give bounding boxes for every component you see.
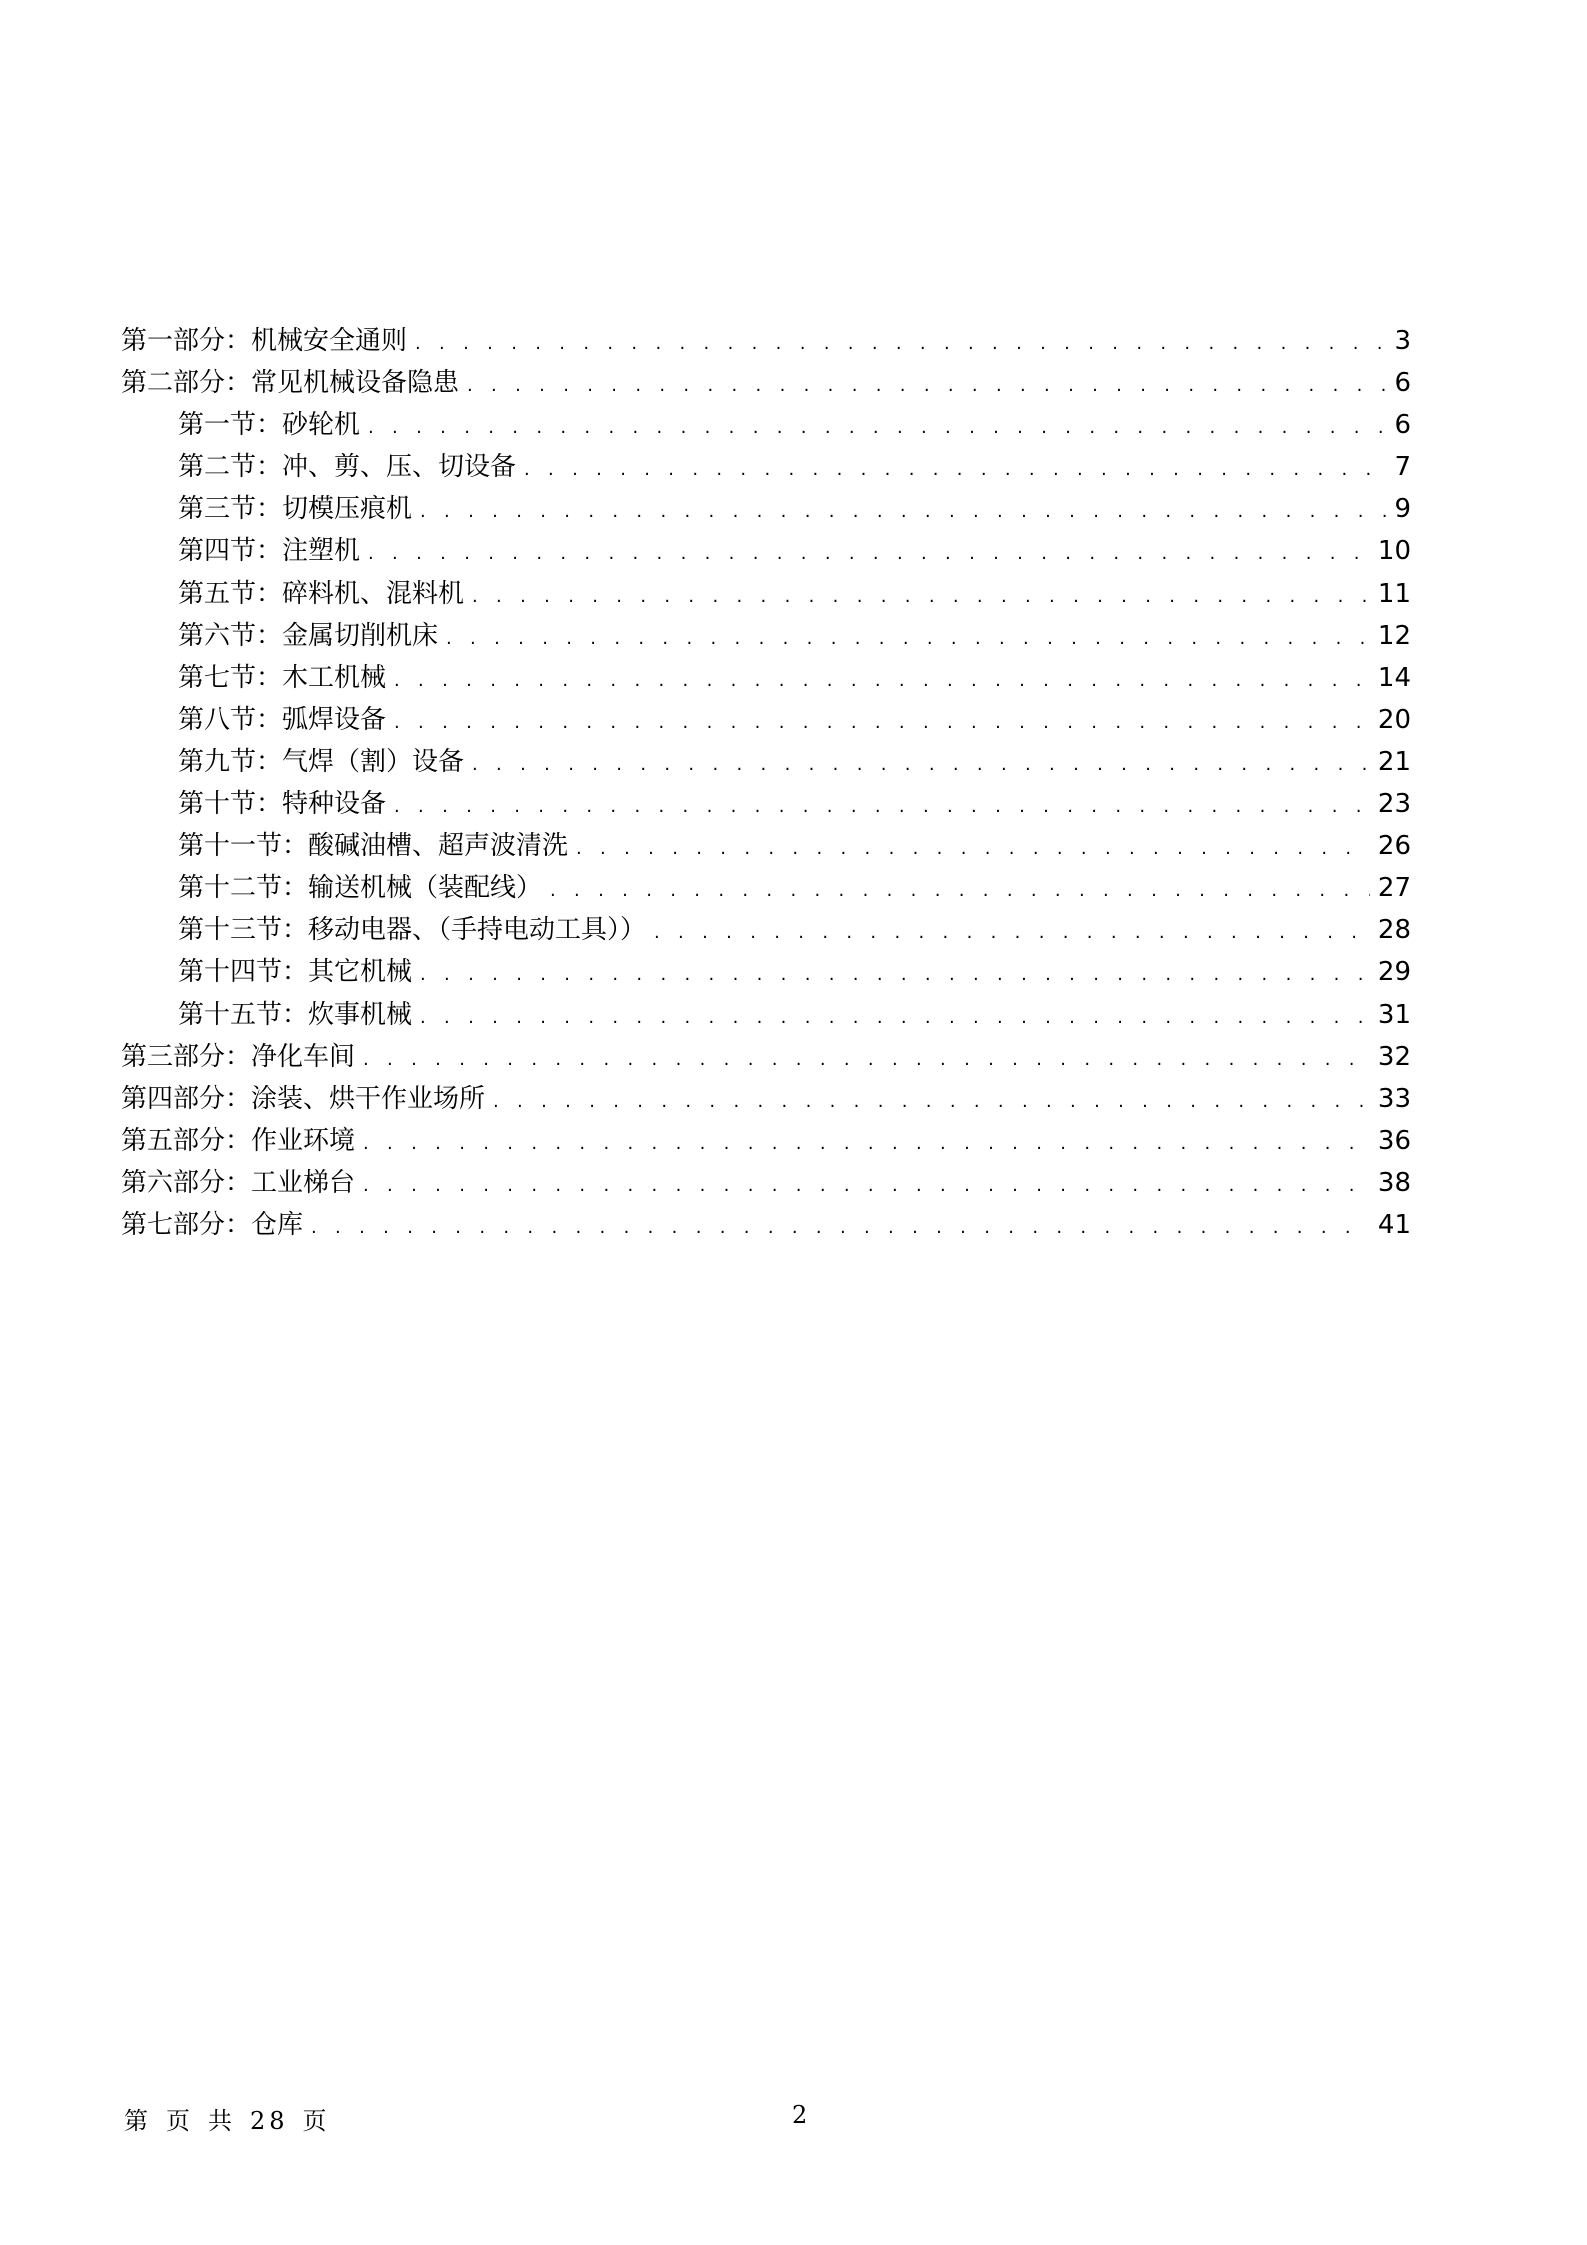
toc-entry[interactable] xyxy=(121,1204,1411,1246)
toc-entry[interactable] xyxy=(121,909,1411,951)
footer-text: 第 xyxy=(124,2107,152,2135)
toc-entry[interactable] xyxy=(121,867,1411,909)
toc-entry-title: 第十二节：输送机械（装配线） xyxy=(178,873,543,904)
toc-entry-page: 6 xyxy=(1394,410,1411,441)
toc-dot-leader xyxy=(493,1081,1370,1123)
toc-entry-title: 第十三节：移动电器、（手持电动工具）） xyxy=(178,915,647,946)
toc-dot-leader xyxy=(394,786,1370,828)
toc-entry-title: 第六节：金属切削机床 xyxy=(178,620,439,651)
toc-entry[interactable] xyxy=(121,657,1411,699)
toc-dot-leader xyxy=(394,702,1370,744)
toc-entry-page: 10 xyxy=(1377,536,1411,567)
toc-entry[interactable] xyxy=(121,488,1411,530)
toc-entry-page: 33 xyxy=(1377,1083,1411,1114)
toc-entry[interactable] xyxy=(121,951,1411,993)
toc-entry-title: 第十节：特种设备 xyxy=(178,789,387,820)
toc-entry-title: 第三部分：净化车间 xyxy=(121,1041,356,1072)
toc-entry[interactable] xyxy=(121,404,1411,446)
toc-entry[interactable] xyxy=(121,699,1411,741)
toc-entry[interactable] xyxy=(121,362,1411,404)
toc-entry[interactable] xyxy=(121,1078,1411,1120)
toc-entry[interactable] xyxy=(121,741,1411,783)
toc-entry-page: 9 xyxy=(1394,494,1411,525)
toc-dot-leader xyxy=(311,1207,1370,1249)
toc-entry[interactable] xyxy=(121,530,1411,572)
toc-entry-title: 第六部分：工业梯台 xyxy=(121,1167,356,1198)
footer-total-pages: 28 xyxy=(250,2107,289,2135)
toc-dot-leader xyxy=(363,1039,1370,1081)
toc-dot-leader xyxy=(415,323,1386,365)
toc-entry-page: 12 xyxy=(1377,620,1411,651)
toc-dot-leader xyxy=(654,912,1370,954)
toc-entry-title: 第一部分：机械安全通则 xyxy=(121,326,408,356)
toc-entry-page: 32 xyxy=(1377,1041,1411,1072)
toc-entry-title: 第十五节：炊事机械 xyxy=(178,999,413,1030)
toc-dot-leader xyxy=(368,407,1386,449)
toc-dot-leader xyxy=(420,997,1370,1039)
toc-entry-page: 36 xyxy=(1377,1125,1411,1156)
toc-entry-title: 第一节：砂轮机 xyxy=(178,410,361,441)
toc-entry[interactable] xyxy=(121,446,1411,488)
toc-dot-leader xyxy=(420,491,1386,533)
toc-dot-leader xyxy=(467,365,1386,407)
toc-entry-title: 第四节：注塑机 xyxy=(178,536,361,567)
toc-dot-leader xyxy=(550,870,1370,912)
toc-entry-page: 29 xyxy=(1377,957,1411,988)
toc-entry[interactable] xyxy=(121,1162,1411,1204)
toc-entry-page: 7 xyxy=(1394,452,1411,483)
toc-entry-title: 第十一节：酸碱油槽、超声波清洗 xyxy=(178,831,569,862)
toc-entry-page: 28 xyxy=(1377,915,1411,946)
toc-entry-title: 第四部分：涂装、烘干作业场所 xyxy=(121,1083,486,1114)
toc-dot-leader xyxy=(472,744,1370,786)
toc-entry-page: 20 xyxy=(1377,704,1411,735)
toc-entry[interactable] xyxy=(121,1120,1411,1162)
toc-entry[interactable] xyxy=(121,615,1411,657)
toc-entry-title: 第五部分：作业环境 xyxy=(121,1125,356,1156)
toc-entry-page: 3 xyxy=(1394,326,1411,356)
toc-dot-leader xyxy=(363,1165,1370,1207)
toc-entry-page: 27 xyxy=(1377,873,1411,904)
toc-entry[interactable] xyxy=(121,783,1411,825)
toc-entry-title: 第九节：气焊（割）设备 xyxy=(178,746,465,777)
toc-entry-page: 21 xyxy=(1377,746,1411,777)
toc-entry-title: 第七节：木工机械 xyxy=(178,662,387,693)
table-of-contents xyxy=(121,320,1411,1246)
toc-entry-page: 26 xyxy=(1377,831,1411,862)
footer-text: 页 xyxy=(302,2107,331,2135)
footer-text: 页 xyxy=(166,2107,194,2135)
toc-dot-leader xyxy=(524,449,1386,491)
toc-entry-title: 第三节：切模压痕机 xyxy=(178,494,413,525)
toc-dot-leader xyxy=(394,660,1370,702)
toc-entry-page: 31 xyxy=(1377,999,1411,1030)
toc-entry[interactable] xyxy=(121,320,1411,362)
toc-entry[interactable] xyxy=(121,825,1411,867)
toc-entry[interactable] xyxy=(121,1036,1411,1078)
toc-entry-page: 38 xyxy=(1377,1167,1411,1198)
page-footer xyxy=(0,2101,1587,2141)
toc-entry-title: 第十四节：其它机械 xyxy=(178,957,413,988)
toc-entry-page: 41 xyxy=(1377,1209,1411,1240)
toc-entry-page: 14 xyxy=(1377,662,1411,693)
toc-entry-title: 第二部分：常见机械设备隐患 xyxy=(121,368,460,399)
toc-entry[interactable] xyxy=(121,994,1411,1036)
toc-dot-leader xyxy=(368,533,1370,575)
toc-entry-page: 23 xyxy=(1377,789,1411,820)
toc-entry-title: 第七部分：仓库 xyxy=(121,1209,304,1240)
toc-entry[interactable] xyxy=(121,573,1411,615)
toc-entry-title: 第八节：弧焊设备 xyxy=(178,704,387,735)
toc-entry-title: 第五节：碎料机、混料机 xyxy=(178,578,465,609)
toc-entry-page: 6 xyxy=(1394,368,1411,399)
toc-dot-leader xyxy=(363,1123,1370,1165)
footer-page-count xyxy=(124,2101,345,2136)
toc-dot-leader xyxy=(446,618,1370,660)
toc-entry-title: 第二节：冲、剪、压、切设备 xyxy=(178,452,517,483)
toc-dot-leader xyxy=(472,576,1370,618)
toc-dot-leader xyxy=(576,828,1370,870)
toc-dot-leader xyxy=(420,954,1370,996)
footer-page-number: 2 xyxy=(792,2101,808,2129)
toc-entry-page: 11 xyxy=(1377,578,1411,609)
footer-text: 共 xyxy=(208,2107,236,2135)
